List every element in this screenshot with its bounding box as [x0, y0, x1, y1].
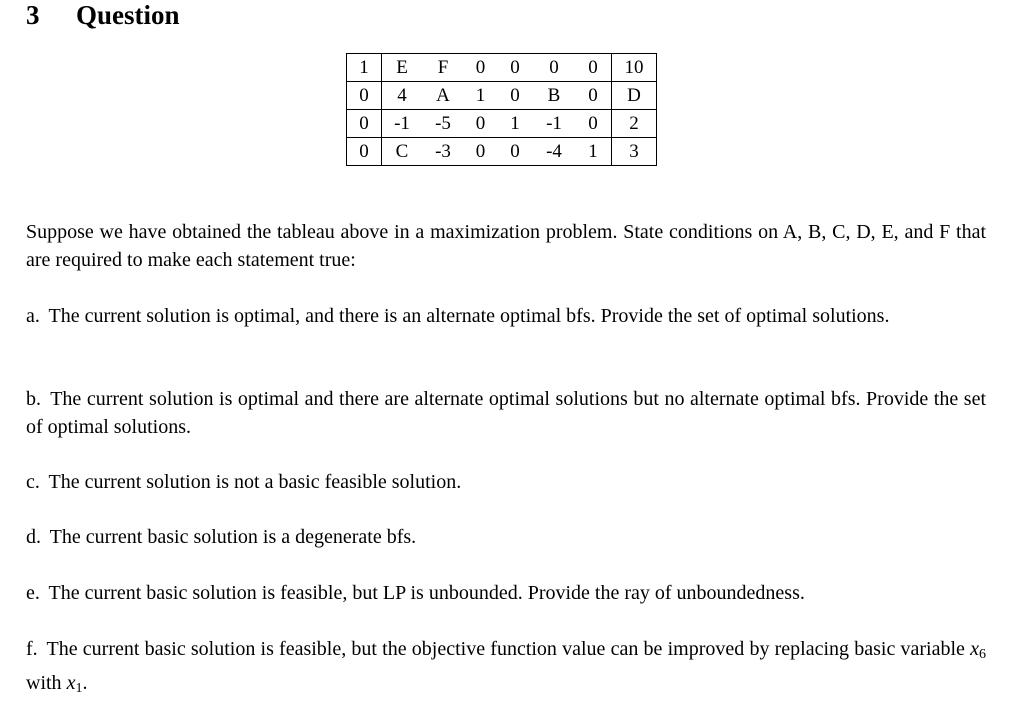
tableau-cell: 0: [588, 57, 598, 78]
item-text: The current basic solution is feasible, but LP is unbounded. Provide the ray of unboundedness.: [48, 582, 805, 604]
simplex-tableau: [346, 53, 657, 166]
item-label: e.: [26, 582, 40, 604]
tableau-cell: 1: [464, 82, 497, 110]
item-b: [26, 385, 986, 441]
tableau-cell: 0: [497, 138, 533, 166]
tableau-row: [347, 138, 657, 166]
tableau-cell: 0: [347, 82, 382, 110]
tableau-cell: 0: [347, 110, 382, 138]
item-a: [26, 302, 986, 330]
tableau-row: [347, 82, 657, 110]
tableau-cell: B: [533, 82, 575, 110]
tableau-cell: 0: [464, 138, 497, 166]
tableau-cell: 0: [549, 57, 559, 78]
tableau-cell: 0: [464, 110, 497, 138]
item-text: .: [82, 672, 88, 694]
item-text: The current solution is not a basic feasible solution.: [48, 471, 462, 493]
tableau-cell: 1: [575, 138, 612, 166]
tableau-cell: 0: [475, 57, 486, 78]
item-f: [26, 635, 986, 703]
item-e: [26, 579, 986, 607]
tableau-cell: 1: [347, 54, 382, 82]
item-label: b.: [26, 388, 41, 410]
item-c: [26, 468, 986, 496]
tableau-cell: A: [422, 82, 464, 110]
tableau-cell: 1: [497, 110, 533, 138]
tableau-cell: 10: [612, 54, 657, 82]
tableau-cell: 0: [575, 82, 612, 110]
item-label: f.: [26, 638, 38, 660]
item-text: The current solution is optimal, and there is an alternate optimal bfs. Provide the set of optimal solutions.: [48, 305, 890, 327]
tableau-cell: 0: [347, 138, 382, 166]
tableau-cell: 0: [497, 82, 533, 110]
item-d: [26, 523, 986, 551]
item-label: a.: [26, 305, 40, 327]
item-label: c.: [26, 471, 40, 493]
section-heading: [26, 0, 180, 30]
tableau-cell: -1: [382, 110, 423, 138]
tableau-cell: 4: [382, 82, 423, 110]
tableau-cell: -1: [533, 110, 575, 138]
tableau-cell: E: [396, 57, 408, 78]
tableau-cell: -5: [422, 110, 464, 138]
variable-x6: $x_6$: [970, 638, 986, 662]
section-title: Question: [76, 0, 180, 30]
item-text: with: [26, 672, 67, 694]
tableau-cell: -3: [422, 138, 464, 166]
variable-x1: $x_1$: [66, 672, 83, 696]
section-number: 3: [26, 0, 40, 30]
tableau-cell: -4: [533, 138, 575, 166]
tableau-cell: 0: [510, 57, 520, 78]
tableau-cell: C: [382, 138, 423, 166]
item-text: The current basic solution is feasible, but the objective function value can be improved by replacing basic variable: [46, 638, 971, 660]
tableau-cell: F: [437, 57, 449, 78]
tableau-cell: 2: [612, 110, 657, 138]
tableau-cell: 3: [612, 138, 657, 166]
tableau-cell: 0: [575, 110, 612, 138]
item-label: d.: [26, 526, 41, 548]
tableau-cell: D: [612, 82, 657, 110]
item-text: The current basic solution is a degenerate bfs.: [49, 526, 417, 548]
item-text: The current solution is optimal and there are alternate optimal solutions but no alternate optimal bfs. Provide the set of optimal solutions.: [26, 388, 987, 438]
problem-intro: Suppose we have obtained the tableau above in a maximization problem. State conditions on A, B, C, D, E, and F that are required to make each statement true:: [26, 221, 986, 271]
tableau-row: [347, 54, 657, 82]
tableau-row: [347, 110, 657, 138]
